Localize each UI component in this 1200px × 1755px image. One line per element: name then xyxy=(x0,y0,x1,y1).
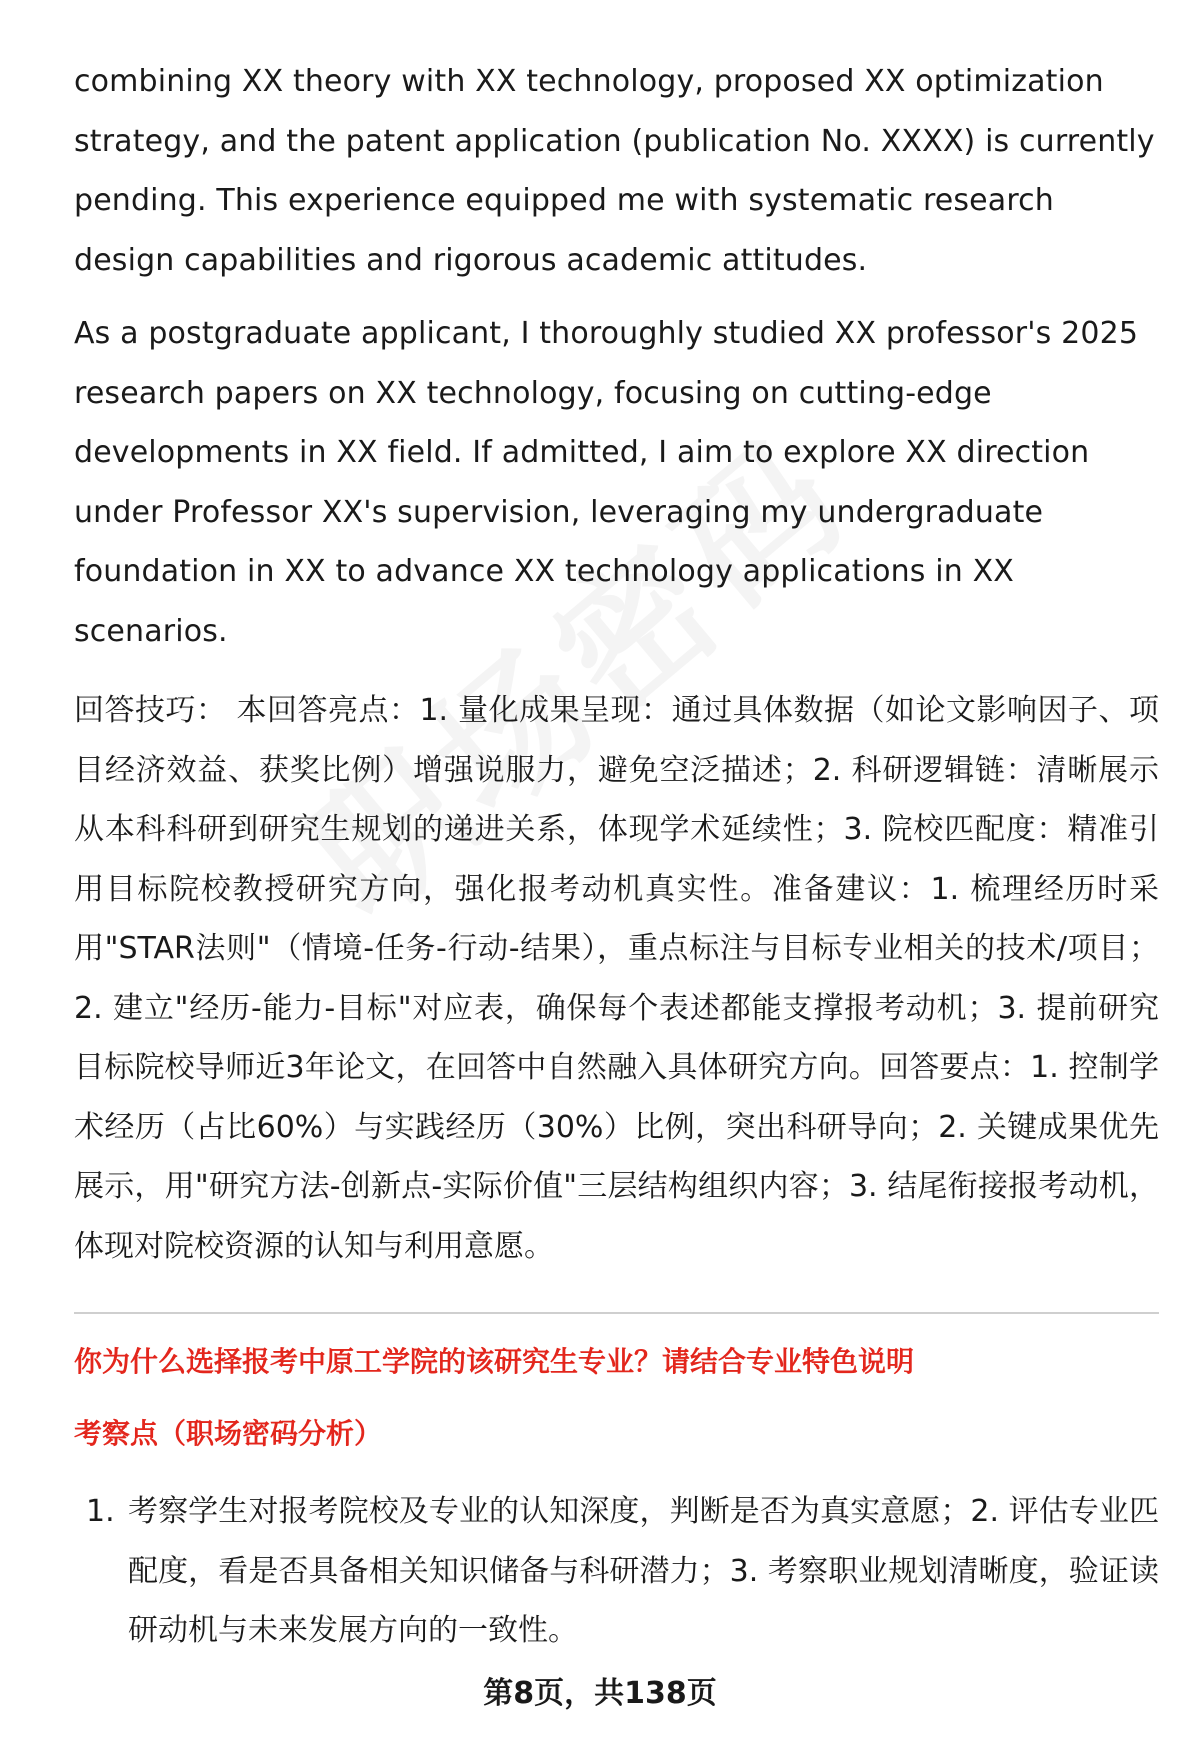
paragraph-answer-tips: 回答技巧： 本回答亮点：1. 量化成果呈现：通过具体数据（如论文影响因子、项目经济效益、获奖比例）增强说服力，避免空泛描述；2. 科研逻辑链：清晰展示从本科科研到研究生规划的递进关系，体现学术延续性；3. 院校匹配度：精准引用目标院校教授研究方向，强化报考动机真实性。准备建议：1. 梳理经历时采用"STAR法则"（情境-任务-行动-结果），重点标注与目标专业相关的技术/项目；2. 建立"经历-能力-目标"对应表，确保每个表述都能支撑报考动机；3. 提前研究目标院校导师近3年论文，在回答中自然融入具体研究方向。回答要点：1. 控制学术经历（占比60%）与实践经历（30%）比例，突出科研导向；2. 关键成果优先展示，用"研究方法-创新点-实际价值"三层结构组织内容；3. 结尾衔接报考动机，体现对院校资源的认知与利用意愿。 xyxy=(74,693,1159,1264)
list-item-number: 1. xyxy=(86,1494,115,1529)
paragraph-postgraduate-plan: As a postgraduate applicant, I thoroughly studied XX professor's 2025 research papers on XX technology, focusing on cutting-edge developments in XX field. If admitted, I aim to explore XX direction under Professor XX's supervision, leveraging my undergraduate foundation in XX to advance XX technology applications in XX scenarios. xyxy=(74,316,1139,649)
section-title: 考察点（职场密码分析） xyxy=(74,1417,383,1450)
paragraph-research-experience: combining XX theory with XX technology, proposed XX optimization strategy, and the patent application (publication No. XXXX) is currently pending. This experience equipped me with systematic research design capabilities and rigorous academic attitudes. xyxy=(74,64,1155,278)
page-content xyxy=(74,52,1159,1661)
question-heading: 你为什么选择报考中原工学院的该研究生专业？请结合专业特色说明 xyxy=(74,1345,915,1378)
page-number: 第8页，共138页 xyxy=(483,1676,717,1711)
section-divider xyxy=(74,1312,1159,1314)
assessment-points-list xyxy=(74,1482,1159,1661)
list-item xyxy=(74,1482,1159,1661)
list-item-text: 考察学生对报考院校及专业的认知深度，判断是否为真实意愿；2. 评估专业匹配度，看是否具备相关知识储备与科研潜力；3. 考察职业规划清晰度，验证读研动机与未来发展方向的一致性。 xyxy=(128,1494,1159,1648)
